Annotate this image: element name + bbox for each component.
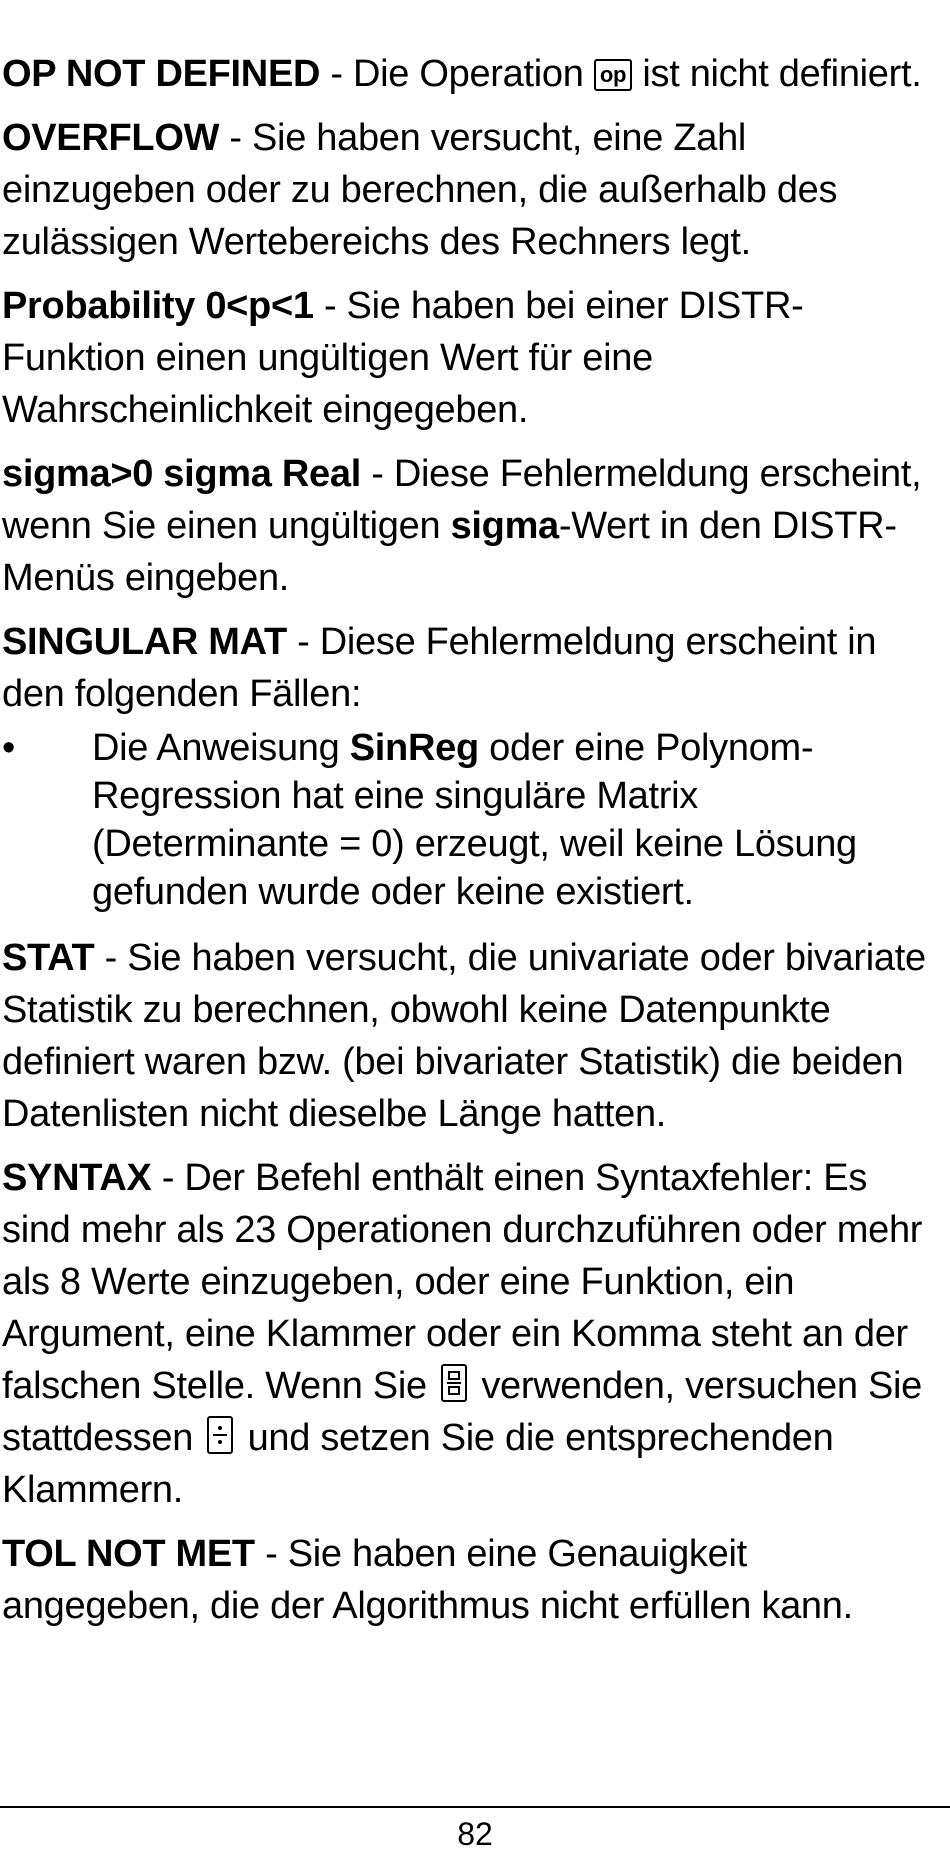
term-stat: STAT xyxy=(2,937,95,979)
op-key-icon: op xyxy=(594,59,632,91)
entry-text: - Sie haben versucht, die univariate oder bivariate Statistik zu berechnen, obwohl keine Datenpunkte definiert waren bzw. (bei bivariater Statistik) die beiden Datenlisten nicht dieselbe Länge hatten. xyxy=(2,937,926,1135)
entry-text: verwenden, versuchen Sie stattdessen xyxy=(2,1365,922,1459)
entry-text: - Sie haben eine Genauigkeit angegeben, die der Algorithmus nicht erfüllen kann. xyxy=(2,1533,853,1627)
term-singular-mat: SINGULAR MAT xyxy=(2,621,287,663)
bullet-text xyxy=(92,724,942,916)
entry-sigma xyxy=(2,448,942,604)
entry-text: - Die Operation xyxy=(320,53,594,95)
bullet-text-part: oder eine Polynom-Regression hat eine singuläre Matrix (Determinante = 0) erzeugt, weil keine Lösung gefunden wurde oder keine existiert. xyxy=(92,727,857,913)
entry-probability xyxy=(2,280,942,436)
bullet-mark: • xyxy=(2,727,16,769)
entry-text: - Sie haben bei einer DISTR-Funktion einen ungültigen Wert für eine Wahrscheinlichkeit eingegeben. xyxy=(2,285,804,431)
entry-text: - Der Befehl enthält einen Syntaxfehler: Es sind mehr als 23 Operationen durchzuführen oder mehr als 8 Werte einzugeben, oder eine Funktion, ein Argument, eine Klammer oder ein Komma steht an der falschen Stelle. Wenn Sie xyxy=(2,1157,923,1407)
footer-divider xyxy=(0,1806,950,1808)
entry-text: -Wert in den DISTR-Menüs eingeben. xyxy=(2,505,897,599)
entry-singular-mat xyxy=(2,616,942,720)
entry-text: - Diese Fehlermeldung erscheint in den folgenden Fällen: xyxy=(2,621,877,715)
entry-text: ist nicht definiert. xyxy=(632,53,922,95)
bullet-item xyxy=(2,724,942,916)
term-syntax: SYNTAX xyxy=(2,1157,152,1199)
term-op-not-defined: OP NOT DEFINED xyxy=(2,53,321,95)
entry-syntax xyxy=(2,1152,942,1516)
entry-stat xyxy=(2,932,942,1140)
page-content xyxy=(2,48,942,1644)
term-overflow: OVERFLOW xyxy=(2,117,220,159)
entry-text: und setzen Sie die entsprechenden Klammern. xyxy=(2,1417,834,1511)
keyword-sigma: sigma xyxy=(450,505,559,547)
page-number: 82 xyxy=(457,1816,493,1852)
term-tol-not-met: TOL NOT MET xyxy=(2,1533,255,1575)
entry-text: - Sie haben versucht, eine Zahl einzugeben oder zu berechnen, die außerhalb des zulässigen Wertebereichs des Rechners legt. xyxy=(2,117,838,263)
bullet-text-part: Die Anweisung xyxy=(92,727,350,769)
entry-text: - Diese Fehlermeldung erscheint, wenn Sie einen ungültigen xyxy=(2,453,922,547)
term-probability: Probability 0<p<1 xyxy=(2,285,314,327)
entry-op-not-defined xyxy=(2,48,942,100)
entry-overflow xyxy=(2,112,942,268)
keyword-sinreg: SinReg xyxy=(349,727,479,769)
entry-tol-not-met xyxy=(2,1528,942,1632)
divide-key-icon xyxy=(207,1416,233,1454)
fraction-key-icon xyxy=(441,1364,467,1402)
term-sigma: sigma>0 sigma Real xyxy=(2,453,361,495)
